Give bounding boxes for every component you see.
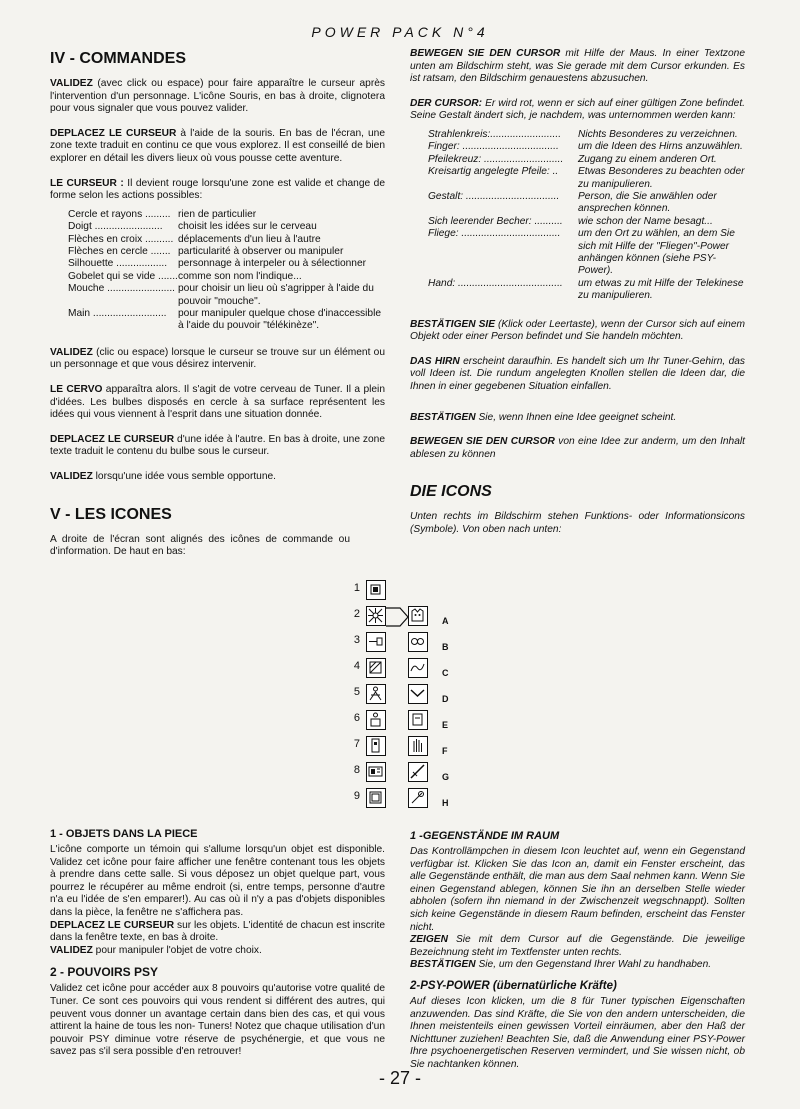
table-row: Flèches en cercle ....... particularité à observer ou manipuler — [68, 245, 344, 257]
bird-icon — [408, 684, 428, 704]
paragraph: ZEIGEN Sie mit dem Cursor auf die Gegenstände. Die jeweilige Bezeichnung steht im Textfenster unten rechts. — [410, 934, 745, 958]
table-row: Finger: .................................. um die Ideen des Hirns anzuwählen. — [428, 141, 743, 153]
mouse-icon — [366, 580, 386, 600]
table-row: Kreisartig angelegte Pfeile: .. Etwas Besonderes zu beachten oder zu manipulieren. — [428, 166, 745, 190]
icon-number: 2 — [353, 608, 360, 620]
fly-icon — [408, 762, 428, 782]
paragraph: VALIDEZ (clic ou espace) lorsque le curseur se trouve sur un élément ou un personnage et que vous désirez intervenir. — [50, 346, 385, 371]
table-row: Main .......................... pour manipuler quelque chose d'inaccessible à l'aide du pouvoir "télékinèze". — [68, 308, 381, 332]
icon-number: 4 — [353, 660, 360, 672]
table-row: Sich leerender Becher: .......... wie schon der Name besagt... — [428, 215, 713, 227]
paragraph: DEPLACEZ LE CURSEUR sur les objets. L'identité de chacun est inscrite dans la fenêtre texte, en bas à droite. — [50, 919, 385, 944]
paragraph: BESTÄTIGEN SIE (Klick oder Leertaste), wenn der Cursor sich auf einem Objekt oder einer Person befindet und Sie handeln möchten. — [410, 318, 745, 343]
paragraph: BESTÄTIGEN Sie, wenn Ihnen eine Idee geeignet scheint. — [410, 411, 677, 423]
table-row: Hand: ..................................... um etwas zu mit Hilfe der Telekinese zu manipulieren. — [428, 277, 744, 302]
figure-seated-icon — [366, 710, 386, 730]
icon-number: 6 — [353, 712, 360, 724]
icon-number: 3 — [353, 634, 360, 646]
table-row: Flèches en croix .......... déplacements d'un lieu à l'autre — [68, 233, 321, 245]
wave-icon — [408, 658, 428, 678]
icon-letter: E — [442, 720, 449, 730]
figure-icon — [366, 684, 386, 704]
page-header: POWER PACK N°4 — [311, 24, 489, 40]
creature-icon — [408, 606, 428, 626]
table-row: Pfeilekreuz: ............................ Zugang zu einem anderen Ort. — [428, 153, 717, 165]
icon-letter: F — [442, 746, 448, 756]
subsection-title: 1 -GEGENSTÄNDE IM RAUM — [410, 830, 560, 842]
section-title: V - LES ICONES — [50, 505, 172, 523]
icon-letter: B — [442, 642, 449, 652]
map-icon — [366, 658, 386, 678]
icon-letter: C — [442, 668, 449, 678]
icon-figure — [340, 576, 480, 816]
paragraph: VALIDEZ (avec click ou espace) pour faire apparaître le curseur après l'intervention d'un personnage. L'icône Souris, en bas à droite, clignotera pour vous signaler que vous pouvez valider. — [50, 78, 385, 115]
icon-number: 1 — [353, 582, 360, 594]
calculator-icon — [366, 762, 386, 782]
table-row: Doigt ........................ choisit les idées sur le cerveau — [68, 221, 317, 233]
page-number: - 27 - — [378, 1068, 421, 1088]
section-title: DIE ICONS — [410, 483, 492, 501]
paragraph: Das Kontrollämpchen in diesem Icon leuchtet auf, wenn ein Gegenstand verfügbar ist. Klicken Sie das Icon an, damit ein Fenster erscheint, das alle Gegenstände enthält, die man aus dem Saal nehmen kann. Wenn Sie einen Gegenstand ablegen, können Sie ihn an derselben Stelle wieder abholen (sofern ihn niemand in der Zwischenzeit wegschnappt). Sollten sich keine Gegenstände in diesem Raum befinden, erscheint das Fenster nicht. — [410, 846, 745, 933]
paragraph: DAS HIRN erscheint daraufhin. Es handelt sich um Ihr Tuner-Gehirn, das voll Ideen ist. Die rundum angelegten Knollen stellen die Ideen dar, die Ihnen in einer gegebenen Situation einfallen. — [410, 355, 745, 393]
pin-icon — [408, 788, 428, 808]
table-row: Mouche ........................ pour choisir un lieu où s'agripper à l'aide du pouvoir "mouche". — [68, 283, 374, 307]
paragraph: BEWEGEN SIE DEN CURSOR mit Hilfe der Maus. In einer Textzone unten am Bildschirm steht, was Sie gerade mit dem Cursor erkunden. Es ist ratsam, den Bildschirm genauestens abzusuchen. — [410, 48, 745, 85]
section-title: IV - COMMANDES — [50, 50, 186, 67]
save-icon — [366, 788, 386, 808]
table-row: Silhouette .................. personnage à interpeler ou à sélectionner — [68, 258, 367, 270]
paragraph: BESTÄTIGEN Sie, um den Gegenstand Ihrer Wahl zu handhaben. — [410, 959, 712, 971]
paragraph: VALIDEZ lorsqu'une idée vous semble opportune. — [50, 470, 277, 482]
paragraph: DEPLACEZ LE CURSEUR d'une idée à l'autre. En bas à droite, une zone texte traduit le contenu du bulbe sous le curseur. — [50, 433, 385, 458]
paragraph: Validez cet icône pour accéder aux 8 pouvoirs qu'autorise votre qualité de Tuner. Ce sont ces pouvoirs qui vous rendent si différent des autres, qui peuvent vous donner un avantage certain dans bien des cas, et qui vous attirent la haine de tous les non- Tuners! Notez que chaque utilisation d'un pouvoir PSY diminue votre réserve de psychénergie, et que vous ne savez pas s'il sera possible d'en retrouver! — [50, 983, 385, 1058]
paragraph: Unten rechts im Bildschirm stehen Funktions- oder Informationsicons (Symbole). Von oben nach unten: — [410, 511, 745, 535]
table-row: Cercle et rayons ......... rien de particulier — [68, 208, 257, 220]
paragraph: A droite de l'écran sont alignés des icônes de commande ou d'information. De haut en bas: — [50, 533, 350, 558]
table-row: Fliege: ................................... um den Ort zu wählen, an dem Sie sich mit Hilfe der "Fliegen"-Power anhängen können (siehe PSY-Power). — [428, 228, 735, 277]
subsection-title: 2-PSY-POWER (übernatürliche Kräfte) — [410, 979, 617, 992]
icon-letter: D — [442, 694, 449, 704]
subsection-title: 1 - OBJETS DANS LA PIECE — [50, 828, 198, 840]
icon-letter: A — [442, 616, 449, 626]
paragraph: VALIDEZ pour manipuler l'objet de votre choix. — [50, 944, 262, 956]
tower-icon — [366, 736, 386, 756]
psy-burst-icon — [366, 606, 386, 626]
connector-arrow — [386, 606, 410, 628]
table-row: Strahlenkreis:......................... Nichts Besonderes zu verzeichnen. — [428, 128, 738, 140]
paragraph: LE CURSEUR : Il devient rouge lorsqu'une zone est valide et change de forme selon les actions possibles: — [50, 177, 385, 202]
cursor-table — [50, 209, 385, 333]
icon-number: 5 — [353, 686, 360, 698]
left-column — [50, 46, 385, 1058]
paragraph: L'icône comporte un témoin qui s'allume lorsqu'un objet est disponible. Validez cet icône pour faire afficher une fenêtre contenant tous les objets à prendre dans cette salle. Si vous déposez un objet quelque part, vous pourrez le récupérer au même endroit (si, entre temps, personne d'autre n'a eu l'idée de s'en emparer!). Au cas où il n'y a pas d'objets disponibles dans la pièce, la fenêtre ne s'affichera pas. — [50, 844, 385, 918]
paragraph: Auf dieses Icon klicken, um die 8 für Tuner typischen Eigenschaften anzuwenden. Das sind Kräfte, die Sie von den andern unterscheiden, die Ihnen meistenteils einen gewissen Vorteil einräumen, aber den Haß der Nichttuner zuziehen! Beachten Sie, daß die Anwendung einer PSY-Power Ihre psychoenergetischen Reserven vermindert, und Sie wissen nicht, ob Sie nachtanken können. — [410, 995, 745, 1070]
subsection-title: 2 - POUVOIRS PSY — [50, 965, 159, 980]
icon-letter: H — [442, 798, 449, 808]
key-icon — [366, 632, 386, 652]
icon-number: 8 — [353, 764, 360, 776]
table-row: Gobelet qui se vide ....... comme son nom l'indique... — [68, 270, 302, 282]
table-row: Gestalt: ................................. Person, die Sie anwählen oder ansprechen können. — [428, 191, 717, 215]
icon-number: 7 — [353, 738, 360, 750]
paragraph: BEWEGEN SIE DEN CURSOR von eine Idee zur anderm, um den Inhalt ablesen zu können — [410, 436, 745, 460]
paragraph: DEPLACEZ LE CURSEUR à l'aide de la souris. En bas de l'écran, une zone texte traduit en continu ce que vous explorez. Il est conseillé de bien explorer en détail les divers lieux où vous pousse cette aventure. — [50, 127, 385, 164]
face-icon — [408, 710, 428, 730]
icon-number: 9 — [353, 790, 360, 802]
objects-section — [50, 828, 385, 1071]
right-column — [410, 46, 745, 1070]
objects-section — [410, 830, 745, 1084]
paragraph: LE CERVO apparaîtra alors. Il s'agit de votre cerveau de Tuner. Il a plein d'idées. Les bulbes disposés en cercle à sa surface représentent les idées qui vous viennent à l'esprit dans une situation donnée. — [50, 384, 385, 421]
cursor-table — [410, 129, 745, 303]
glasses-icon — [408, 632, 428, 652]
icon-letter: G — [442, 772, 450, 782]
hand-icon — [408, 736, 428, 756]
paragraph: DER CURSOR: Er wird rot, wenn er sich auf einer gültigen Zone befindet. Seine Gestalt ändert sich, je nachdem, was unternommen werden kann: — [410, 97, 745, 122]
